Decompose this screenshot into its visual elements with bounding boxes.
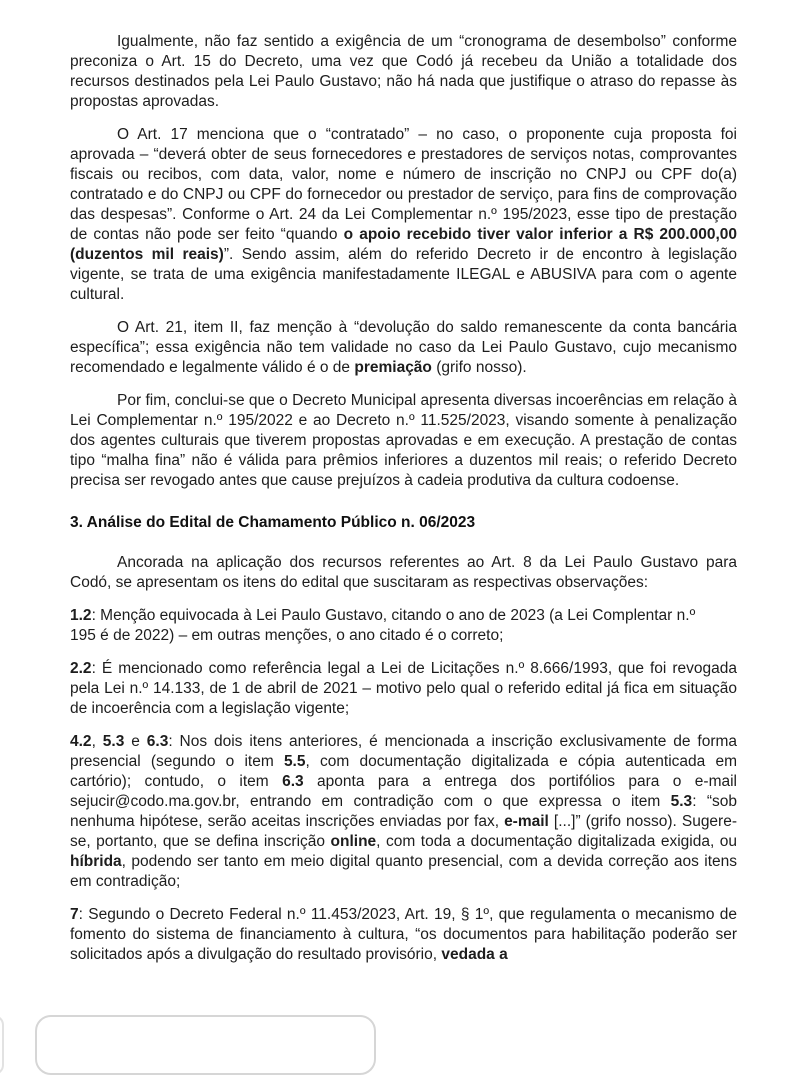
paragraph (70, 553, 737, 593)
paragraph (70, 905, 737, 965)
text-run: , com toda a documentação digitalizada exigida, ou (376, 833, 737, 850)
text-run: ”. Sendo assim, além do referido Decreto ir de encontro à legislação vigente, se trata de uma exigência manifestadamente ILEGAL e ABUSIVA para com o agente cultural. (70, 246, 737, 303)
bold-text-run: 7 (70, 906, 79, 923)
paragraph (70, 125, 737, 305)
bold-text-run: vedada a (441, 946, 508, 963)
text-run: aponta para a entrega dos portifólios para o e-mail sejucir@codo.ma.gov.br, entrando em contradição com o que expressa o item (70, 773, 737, 810)
paragraph (70, 732, 737, 892)
text-run: Por fim, conclui-se que o Decreto Municipal apresenta diversas incoerências em relação à Lei Complementar n.º 195/2022 e ao Decreto n.º 11.525/2023, visando somente à penalização dos agentes culturais que tiverem propostas aprovadas e em execução. A prestação de contas tipo “malha fina” não é válida para prêmios inferiores a duzentos mil reais; o referido Decreto precisa ser revogado antes que cause prejuízos à cadeia produtiva da cultura codoense. (70, 392, 737, 489)
bold-text-run: 5.3 (670, 793, 693, 810)
text-run: , podendo ser tanto em meio digital quanto presencial, com a devida correção aos itens em contradição; (70, 853, 737, 890)
text-run: : Nos dois itens anteriores, é mencionada a inscrição exclusivamente de forma presencial (segundo o item (70, 733, 738, 770)
paragraph (70, 318, 737, 378)
bold-text-run: e-mail (504, 813, 549, 830)
bold-text-run: 6.3 (282, 773, 304, 790)
text-run: : Menção equivocada à Lei Paulo Gustavo, citando o ano de 2023 (a Lei Complentar n.º (91, 607, 696, 624)
document-body (70, 32, 737, 965)
bold-text-run: o apoio recebido tiver valor inferior a R$ 200.000,00 (duzentos mil reais) (70, 226, 738, 263)
text-run: [...]” (grifo nosso). Sugere-se, portanto, que se defina inscrição (70, 813, 737, 850)
text-run: O Art. 21, item II, faz menção à “devolução do saldo remanescente da conta bancária específica”; essa exigência não tem validade no caso da Lei Paulo Gustavo, cujo mecanismo recomendado e legalmente válido é o de (70, 319, 737, 376)
bold-text-run: 6.3 (146, 733, 169, 750)
bold-text-run: 5.3 (102, 733, 125, 750)
text-run: : Segundo o Decreto Federal n.º 11.453/2023, Art. 19, § 1º, que regulamenta o mecanismo de fomento do sistema de financiamento à cultura, “os documentos para habilitação poderão ser solicitados após a divulgação do resultado provisório, (70, 906, 737, 963)
text-run: , (91, 733, 103, 750)
paragraph (70, 659, 737, 719)
bold-text-run: 1.2 (70, 607, 92, 624)
bold-text-run: premiação (354, 359, 432, 376)
document-page (70, 32, 737, 978)
text-run: O Art. 17 menciona que o “contratado” – no caso, o proponente cuja proposta foi aprovada – “deverá obter de seus fornecedores e prestadores de serviços notas, comprovantes fiscais ou recibos, com data, valor, nome e número de inscrição no CNPJ ou CPF do(a) contratado e do CNPJ ou CPF do fornecedor ou prestador de serviço, para fins de comprovação das despesas”. Conforme o Art. 24 da Lei Complementar n.º 195/2023, esse tipo de prestação de contas não pode ser feito “quando (70, 126, 737, 243)
paragraph (70, 606, 737, 646)
text-run: Igualmente, não faz sentido a exigência de um “cronograma de desembolso” conforme preconiza o Art. 15 do Decreto, uma vez que Codó já recebeu da União a totalidade dos recursos destinados pela Lei Paulo Gustavo; não há nada que justifique o atraso do repasse às propostas aprovadas. (70, 33, 737, 110)
bold-text-run: 4.2 (70, 733, 92, 750)
bold-text-run: 2.2 (70, 660, 92, 677)
text-run: Ancorada na aplicação dos recursos referentes ao Art. 8 da Lei Paulo Gustavo para Codó, se apresentam os itens do edital que suscitaram as respectivas observações: (70, 554, 737, 591)
bold-text-run: híbrida (70, 853, 122, 870)
bold-text-run: 5.5 (283, 753, 306, 770)
bold-text-run: online (330, 833, 377, 850)
text-run: , com documentação digitalizada e cópia autenticada em cartório); contudo, o item (70, 753, 737, 790)
paragraph (70, 32, 737, 112)
section-heading (70, 513, 737, 533)
text-run: : É mencionado como referência legal a Lei de Licitações n.º 8.666/1993, que foi revogada pela Lei n.º 14.133, de 1 de abril de 2021 – motivo pelo qual o referido edital já fica em situação de incoerência com a legislação vigente; (70, 660, 737, 717)
paragraph (70, 391, 737, 491)
text-run: (grifo nosso). (431, 359, 527, 376)
text-run: : “sob nenhuma hipótese, serão aceitas inscrições enviadas por fax, (70, 793, 738, 830)
partial-panel-left-edge (0, 1015, 4, 1075)
text-run: e (124, 733, 147, 750)
bold-text-run: 3. Análise do Edital de Chamamento Público n. 06/2023 (70, 514, 476, 531)
text-run: 195 é de 2022) – em outras menções, o ano citado é o correto; (70, 627, 504, 644)
bottom-input-panel[interactable] (35, 1015, 376, 1075)
